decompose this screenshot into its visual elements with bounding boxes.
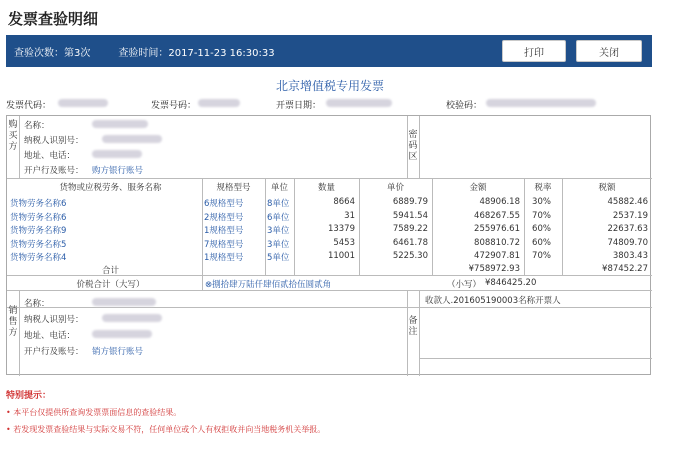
cell-amount: 808810.72 [474, 237, 520, 248]
cell-qty: 31 [344, 210, 355, 221]
check-code-redacted [486, 98, 596, 108]
notes-item-1: • 本平台仅提供所查询发票票面信息的查验结果。 [6, 408, 182, 417]
seller-name-label: 名称： [24, 299, 50, 309]
check-code-label: 校验码： [446, 101, 483, 111]
buyer-name-redacted [92, 119, 148, 129]
buyer-taxid-label: 纳税人识别号： [24, 136, 84, 146]
cell-amount: 48906.18 [479, 197, 520, 207]
cell-tax: 74809.70 [607, 237, 648, 248]
cell-qty: 11001 [327, 251, 355, 261]
col-amount-header: 金额 [469, 183, 487, 193]
print-button[interactable]: 打印 [502, 40, 566, 62]
total-amount: ¥758972.93 [468, 264, 520, 274]
cell-unit: 6单位 [267, 212, 290, 223]
seller-addr-label: 地址、电话： [24, 331, 76, 341]
cell-rate: 60% [532, 224, 551, 234]
check-count: 查验次数：第3次 [14, 47, 91, 59]
col-qty-header: 数量 [317, 183, 335, 193]
cell-spec: 6规格型号 [204, 199, 244, 209]
cell-goods: 货物劳务名称6 [10, 212, 67, 223]
buyer-addr-label: 地址、电话： [24, 151, 76, 161]
cell-price: 7589.22 [392, 224, 428, 234]
cell-spec: 7规格型号 [204, 239, 244, 250]
buyer-name-label: 名称： [24, 121, 50, 131]
invoice-code-redacted [58, 98, 108, 108]
cell-unit: 8单位 [267, 199, 290, 209]
cell-tax: 45882.46 [607, 197, 648, 207]
info-bar [6, 35, 652, 67]
col-spec-header: 规格型号 [216, 183, 251, 193]
cell-amount: 472907.81 [474, 251, 520, 261]
cell-price: 6461.78 [392, 237, 428, 248]
remark-value: 收款人.201605190003名称开票人 [425, 296, 561, 306]
cell-unit: 3单位 [267, 239, 290, 250]
buyer-bank-label: 开户行及账号： [24, 166, 84, 176]
invoice-date-label: 开票日期： [276, 101, 322, 111]
seller-taxid-redacted [102, 313, 162, 323]
invoice-meta [6, 98, 656, 112]
check-time: 查验时间：2017-11-23 16:30:33 [118, 47, 275, 59]
close-button[interactable]: 关闭 [576, 40, 642, 62]
invoice-date-redacted [326, 98, 392, 108]
cell-price: 5225.30 [392, 251, 428, 261]
page-title: 发票查验明细 [8, 10, 99, 28]
cell-spec: 1规格型号 [204, 253, 244, 263]
grand-total-label: 价税合计（大写） [76, 280, 145, 290]
col-unit-header: 单位 [270, 183, 288, 193]
buyer-addr-redacted [92, 149, 142, 159]
password-area-label: 密码区 [408, 130, 418, 162]
col-goods-header: 货物或应税劳务、服务名称 [59, 183, 162, 193]
cell-tax: 3803.43 [612, 251, 648, 261]
total-label: 合计 [101, 266, 119, 276]
cell-unit: 5单位 [267, 253, 290, 263]
cell-price: 6889.79 [392, 197, 428, 207]
notes [6, 388, 325, 435]
cell-rate: 60% [532, 237, 551, 248]
seller-taxid-label: 纳税人识别号： [24, 315, 84, 325]
grand-total-small-label: （小写） [447, 280, 482, 290]
cell-qty: 8664 [333, 197, 355, 207]
seller-bank-label: 开户行及账号： [24, 347, 84, 357]
notes-item-2: • 若发现发票查验结果与实际交易不符，任何单位或个人有权拒收并向当地税务机关举报。 [6, 425, 326, 434]
invoice-title: 北京增值税专用发票 [275, 79, 384, 93]
col-rate-header: 税率 [534, 183, 552, 193]
grand-total-small-value: ¥846425.20 [485, 278, 537, 288]
buyer-bank-value: 购方银行账号 [92, 166, 144, 176]
cell-goods: 货物劳务名称5 [10, 239, 67, 250]
remark-label: 备注 [408, 316, 418, 337]
seller-addr-redacted [92, 329, 152, 339]
cell-qty: 13379 [327, 224, 355, 234]
cell-rate: 30% [532, 197, 551, 207]
grand-total-words: ⊗捌拾肆万陆仟肆佰贰拾伍圆贰角 [205, 280, 332, 290]
cell-goods: 货物劳务名称6 [10, 199, 67, 209]
invoice-number-label: 发票号码： [151, 101, 197, 111]
cell-rate: 70% [532, 210, 551, 221]
col-price-header: 单价 [386, 183, 404, 193]
cell-tax: 22637.63 [607, 224, 648, 234]
cell-price: 5941.54 [392, 210, 428, 221]
total-tax: ¥87452.27 [602, 264, 648, 274]
cell-tax: 2537.19 [612, 210, 648, 221]
cell-rate: 70% [532, 251, 551, 261]
cell-amount: 255976.61 [474, 224, 520, 234]
cell-spec: 1规格型号 [204, 226, 244, 236]
seller-name-redacted [92, 297, 156, 307]
cell-unit: 3单位 [267, 226, 290, 236]
cell-goods: 货物劳务名称9 [10, 226, 67, 236]
invoice-code-label: 发票代码： [6, 101, 52, 111]
buyer-taxid-redacted [102, 134, 162, 144]
invoice-frame [6, 115, 651, 375]
buyer-side-label: 购买方 [8, 120, 18, 152]
cell-spec: 2规格型号 [204, 212, 244, 223]
cell-amount: 468267.55 [474, 210, 520, 221]
notes-heading: 特别提示： [6, 391, 52, 401]
cell-goods: 货物劳务名称4 [10, 253, 67, 263]
seller-side-label: 销售方 [8, 306, 18, 338]
col-tax-header: 税额 [598, 183, 616, 193]
seller-bank-value: 销方银行账号 [92, 347, 144, 357]
cell-qty: 5453 [333, 237, 355, 248]
invoice-number-redacted [198, 98, 240, 108]
